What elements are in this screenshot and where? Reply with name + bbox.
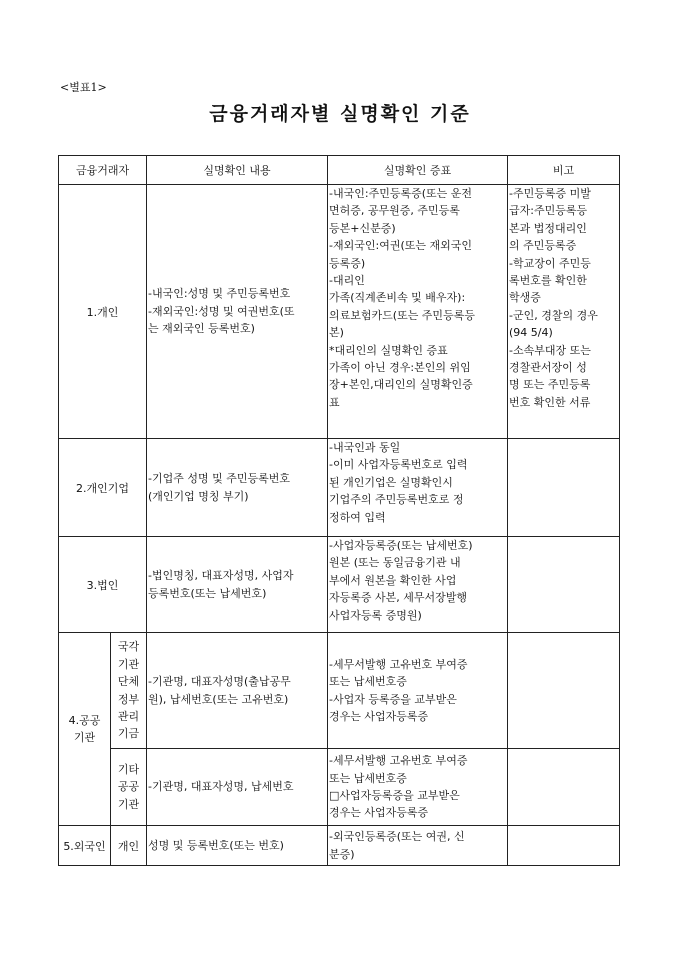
text-line: -사업자 등록증을 교부받은	[329, 692, 457, 706]
text-line: 4.공공	[68, 713, 101, 727]
text-line: 성명 및 등록번호(또는 번호)	[148, 838, 284, 852]
text-line: -세무서발행 고유번호 부여증	[329, 657, 468, 671]
content-cell	[147, 185, 328, 439]
text-line: -소속부대장 또는	[509, 343, 591, 357]
text-line: -주민등록증 미발	[509, 187, 591, 200]
text-line: 원), 납세번호(또는 고유번호)	[148, 692, 289, 706]
table-row-corporation	[59, 537, 620, 633]
text-line: 명 또는 주민등록	[509, 378, 591, 392]
text-line: -내국인과 동일	[329, 441, 401, 454]
text-line: 경찰관서장이 성	[509, 361, 587, 375]
text-line: 자등록증 사본, 세무서장발행	[329, 591, 468, 605]
table-row-individual	[59, 185, 620, 439]
text-line: -군인, 경찰의 경우	[509, 308, 598, 322]
text-line: 기타	[117, 762, 140, 776]
text-line: 국각	[117, 640, 140, 654]
evidence-cell	[328, 439, 508, 537]
text-line: -기관명, 대표자성명(출납공무	[148, 675, 291, 689]
text-line: 기관	[117, 797, 140, 811]
remarks-cell	[508, 537, 620, 633]
text-line: 가족이 아닌 경우:본인의 위임	[329, 361, 471, 375]
text-line: 는 재외국인 등록번호)	[148, 322, 255, 336]
remarks-cell	[508, 439, 620, 537]
text-line: 본과 법정대리인	[509, 221, 587, 235]
text-line: -내국인:성명 및 주민등록번호	[148, 287, 291, 301]
text-line: 정부	[117, 692, 140, 706]
text-line: 원본 (또는 동일금융기관 내	[329, 556, 461, 570]
content-cell	[147, 633, 328, 749]
remarks-cell	[508, 185, 620, 439]
text-line: (개인기업 명칭 부기)	[148, 489, 249, 503]
table-row-public-institution	[59, 633, 620, 749]
text-line: 의 주민등록증	[509, 239, 577, 253]
text-line: 급자:주민등록등	[509, 204, 588, 218]
evidence-cell	[328, 633, 508, 749]
text-line: 기관	[73, 731, 96, 744]
text-line: 경우는 사업자등록증	[329, 709, 429, 723]
text-line: 번호 확인한 서류	[509, 395, 591, 409]
text-line: 의료보험카드(또는 주민등록등	[329, 308, 475, 322]
text-line: 부에서 원본을 확인한 사업	[329, 573, 457, 587]
text-line: 또는 납세번호증	[329, 771, 407, 785]
text-line: *대리인의 실명확인 증표	[329, 343, 448, 357]
content-cell	[147, 439, 328, 537]
text-line: -재외국인:여권(또는 재외국인	[329, 239, 472, 253]
category-cell	[59, 633, 111, 826]
header-cell: 실명확인 내용	[147, 156, 328, 185]
text-line: 분증)	[329, 847, 355, 861]
text-line: 등록번호(또는 납세번호)	[148, 586, 267, 600]
subcategory-cell	[111, 633, 147, 749]
verification-standards-table	[58, 155, 620, 866]
text-line: -내국인:주민등록증(또는 운전	[329, 187, 472, 200]
text-line: 록번호를 확인한	[509, 274, 587, 288]
document-title: 금융거래자별 실명확인 기준	[209, 103, 471, 125]
evidence-cell	[328, 749, 508, 826]
evidence-cell	[328, 537, 508, 633]
evidence-cell	[328, 826, 508, 866]
text-line: 면허증, 공무원증, 주민등록	[329, 204, 460, 218]
table-row-foreigner	[59, 826, 620, 866]
appendix-label: <별표1>	[60, 81, 107, 94]
text-line: 학생증	[509, 291, 541, 305]
text-line: 경우는 사업자등록증	[329, 806, 429, 820]
text-line: 관리	[117, 709, 140, 723]
content-cell	[147, 826, 328, 866]
header-cell: 실명확인 증표	[328, 156, 508, 185]
table-row-public-institution-other	[59, 749, 620, 826]
table-row-sole-proprietor	[59, 439, 620, 537]
text-line: 된 개인기업은 실명확인시	[329, 475, 453, 489]
text-line: 장+본인,대리인의 실명확인증	[329, 378, 473, 392]
text-line: 등본+신분증)	[329, 221, 396, 235]
header-cell: 비고	[508, 156, 620, 185]
evidence-cell	[328, 185, 508, 439]
category-cell: 2.개인기업	[59, 439, 147, 537]
text-line: 정하여 입력	[329, 510, 386, 524]
text-line: -대리인	[329, 274, 365, 288]
text-line: -세무서발행 고유번호 부여증	[329, 754, 468, 768]
text-line: 또는 납세번호증	[329, 675, 407, 689]
text-line: 기관	[117, 657, 140, 671]
text-line: -학교장이 주민등	[509, 256, 591, 270]
text-line: -이미 사업자등록번호로 입력	[329, 458, 468, 472]
subcategory-cell	[111, 749, 147, 826]
text-line: 공공	[117, 780, 140, 794]
text-line: 등록증)	[329, 256, 366, 270]
remarks-cell	[508, 633, 620, 749]
category-cell: 5.외국인	[59, 826, 111, 866]
text-line: □사업자등록증을 교부받은	[329, 789, 460, 802]
subcategory-cell: 개인	[111, 826, 147, 866]
category-cell: 1.개인	[59, 185, 147, 439]
text-line: -외국인등록증(또는 여권, 신	[329, 830, 465, 844]
text-line: 기금	[117, 727, 140, 741]
text-line: 본)	[329, 326, 344, 340]
text-line: (94 5/4)	[509, 326, 553, 340]
text-line: 가족(직계존비속 및 배우자):	[329, 291, 466, 305]
header-cell: 금융거래자	[59, 156, 147, 185]
text-line: -사업자등록증(또는 납세번호)	[329, 539, 473, 552]
table-header-row	[59, 156, 620, 185]
text-line: 기업주의 주민등록번호로 정	[329, 493, 464, 507]
text-line: 사업자등록 증명원)	[329, 608, 422, 622]
text-line: -재외국인:성명 및 여권번호(또	[148, 304, 295, 318]
text-line: 단체	[117, 675, 140, 689]
text-line: -기관명, 대표자성명, 납세번호	[148, 780, 294, 794]
content-cell	[147, 537, 328, 633]
content-cell	[147, 749, 328, 826]
text-line: -법인명칭, 대표자성명, 사업자	[148, 569, 294, 583]
text-line: -기업주 성명 및 주민등록번호	[148, 472, 290, 486]
remarks-cell	[508, 749, 620, 826]
remarks-cell	[508, 826, 620, 866]
text-line: 표	[329, 395, 340, 409]
category-cell: 3.법인	[59, 537, 147, 633]
